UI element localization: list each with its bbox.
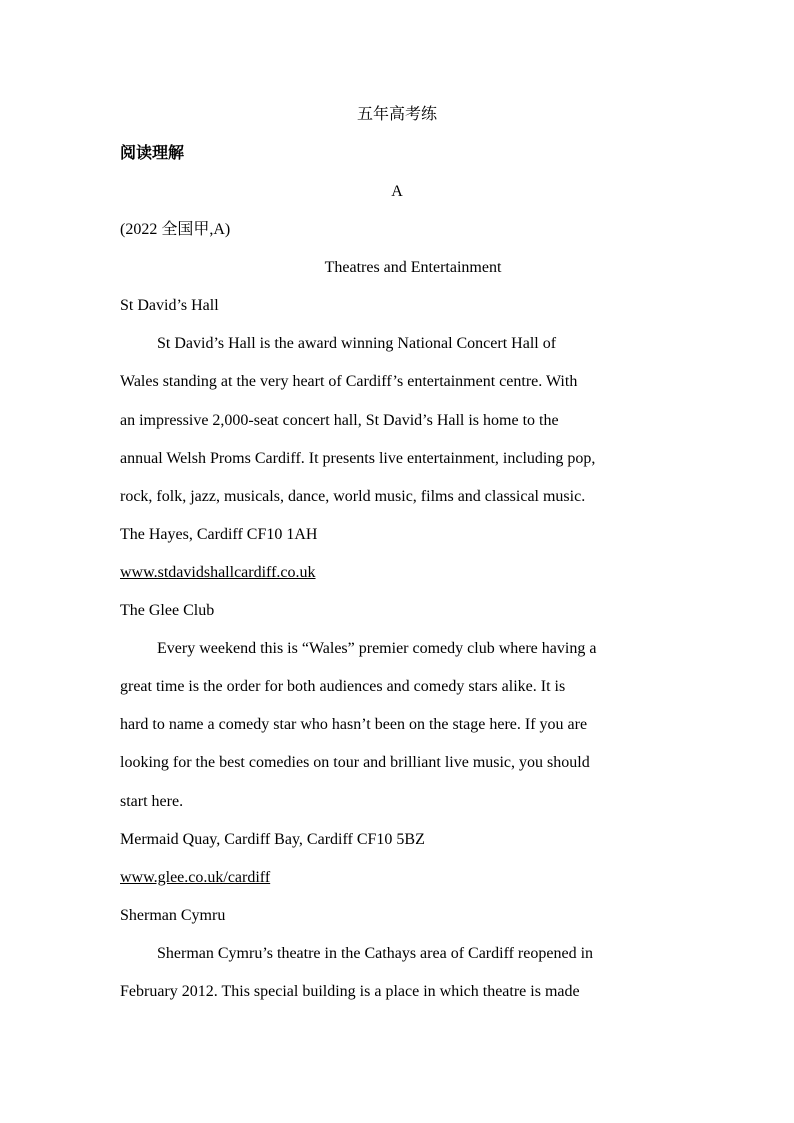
venue-description-line: an impressive 2,000-seat concert hall, St David’s Hall is home to the — [120, 412, 559, 429]
venue-website-row — [120, 868, 270, 888]
venue-description-line: February 2012. This special building is a place in which theatre is made — [120, 983, 580, 1000]
venue-description-line: annual Welsh Proms Cardiff. It presents live entertainment, including pop, — [120, 450, 596, 467]
venue-description-line: great time is the order for both audiences and comedy stars alike. It is — [120, 678, 566, 695]
passage-letter: A — [391, 183, 403, 200]
venue-name-sherman-cymru: Sherman Cymru — [120, 907, 226, 924]
venue-description-line: Every weekend this is “Wales” premier comedy club where having a — [157, 640, 597, 657]
venue-name-glee-club: The Glee Club — [120, 602, 215, 619]
venue-website-link[interactable]: www.glee.co.uk/cardiff — [120, 869, 271, 886]
venue-address: Mermaid Quay, Cardiff Bay, Cardiff CF10 5BZ — [120, 831, 425, 848]
venue-description-line: hard to name a comedy star who hasn’t been on the stage here. If you are — [120, 716, 588, 733]
venue-description-line: St David’s Hall is the award winning National Concert Hall of — [157, 335, 557, 352]
venue-website-link[interactable]: www.stdavidshallcardiff.co.uk — [120, 564, 316, 581]
venue-website-row — [120, 563, 316, 583]
venue-name-st-davids-hall: St David’s Hall — [120, 297, 219, 314]
passage-source: (2022 全国甲,A) — [120, 221, 231, 238]
venue-description-line: Wales standing at the very heart of Cardiff’s entertainment centre. With — [120, 373, 578, 390]
section-heading: 阅读理解 — [120, 143, 185, 162]
venue-description-line: rock, folk, jazz, musicals, dance, world music, films and classical music. — [120, 488, 586, 505]
venue-description-line: Sherman Cymru’s theatre in the Cathays area of Cardiff reopened in — [157, 945, 594, 962]
passage-title: Theatres and Entertainment — [324, 259, 502, 276]
venue-address: The Hayes, Cardiff CF10 1AH — [120, 526, 318, 543]
venue-description-line: looking for the best comedies on tour and brilliant live music, you should — [120, 754, 590, 771]
document-title: 五年高考练 — [356, 104, 437, 123]
venue-description-line: start here. — [120, 793, 184, 810]
